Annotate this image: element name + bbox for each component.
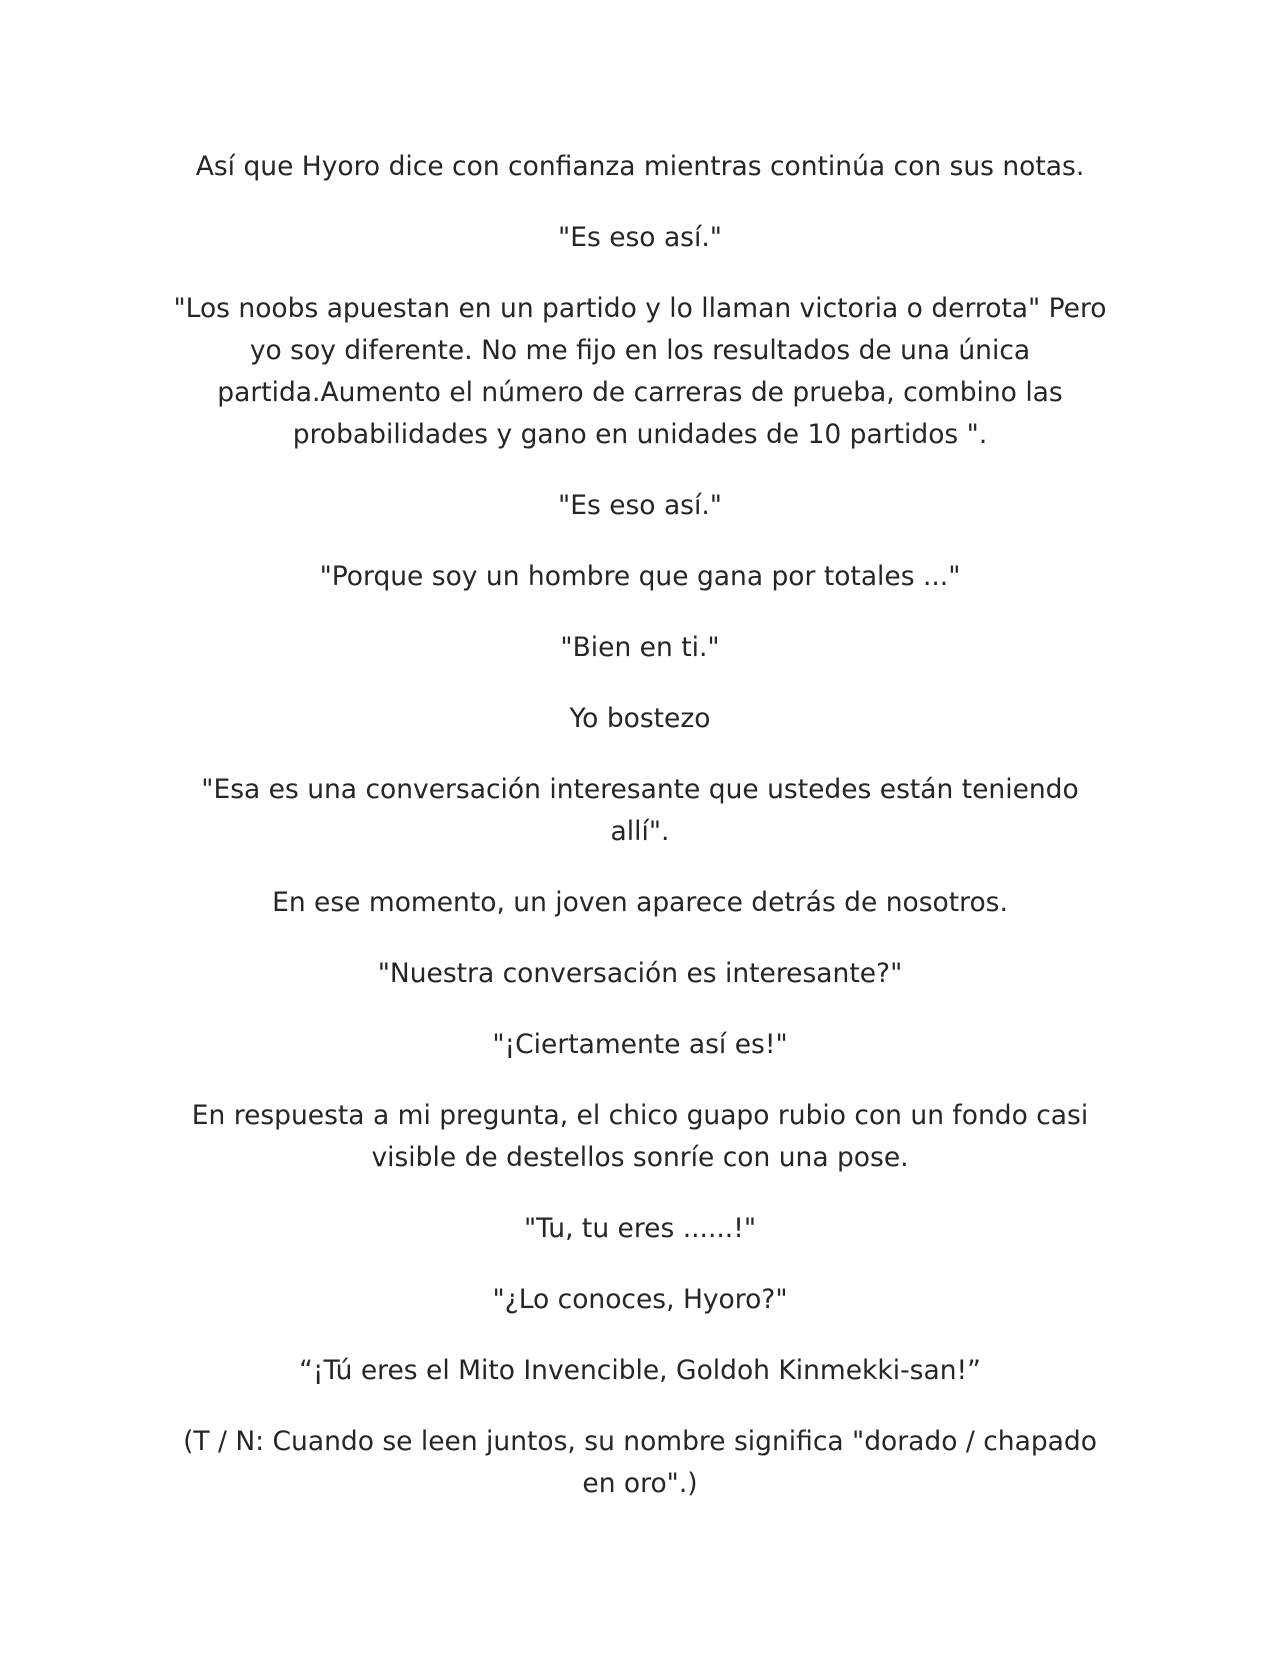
paragraph: "Nuestra conversación es interesante?" (377, 958, 903, 989)
paragraph: (T / N: Cuando se leen juntos, su nombre significa "dorado / chapado en oro".) (183, 1426, 1097, 1499)
paragraph: "Porque soy un hombre que gana por totales ..." (319, 561, 961, 592)
paragraph: Así que Hyoro dice con confianza mientras continúa con sus notas. (195, 151, 1085, 182)
paragraph: "Bien en ti." (560, 632, 720, 663)
paragraph: Yo bostezo (569, 703, 711, 734)
paragraph: "Tu, tu eres ......!" (523, 1213, 757, 1244)
paragraph: “¡Tú eres el Mito Invencible, Goldoh Kinmekki-san!” (299, 1355, 981, 1386)
paragraph: "¡Ciertamente así es!" (492, 1029, 788, 1060)
paragraph: "Los noobs apuestan en un partido y lo llaman victoria o derrota" Pero yo soy diferente. No me fijo en los resultados de una única partida.Aumento el número de carreras de prueba, combino las probabilidades y gano en unidades de 10 partidos ". (173, 293, 1107, 450)
paragraph: "Es eso así." (558, 490, 722, 521)
paragraph: En respuesta a mi pregunta, el chico guapo rubio con un fondo casi visible de destellos sonríe con una pose. (191, 1100, 1089, 1173)
paragraph: "Esa es una conversación interesante que ustedes están teniendo allí". (201, 774, 1079, 847)
document-body (170, 146, 1110, 1534)
paragraph: "Es eso así." (558, 222, 722, 253)
paragraph: "¿Lo conoces, Hyoro?" (492, 1284, 788, 1315)
paragraph: En ese momento, un joven aparece detrás de nosotros. (272, 887, 1008, 918)
